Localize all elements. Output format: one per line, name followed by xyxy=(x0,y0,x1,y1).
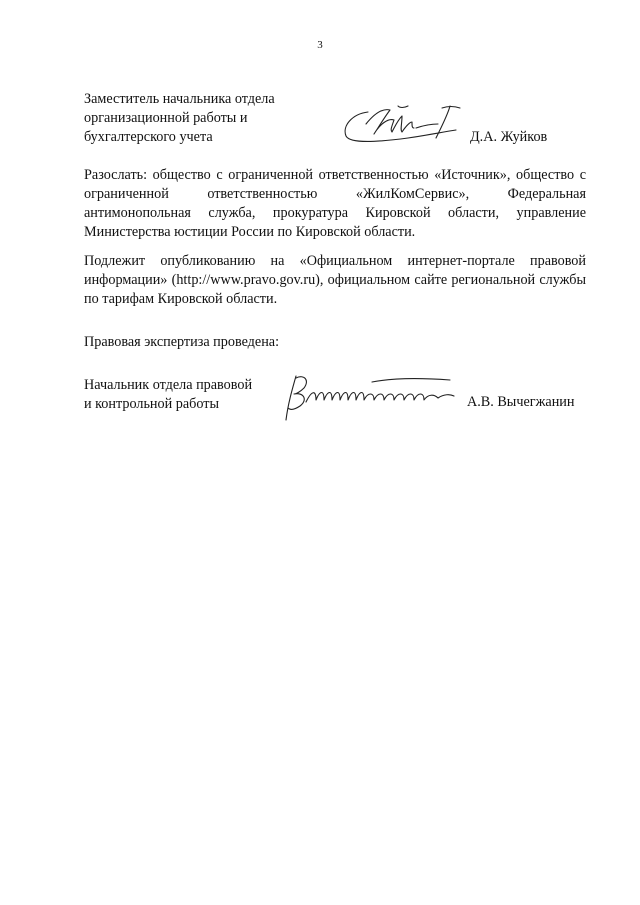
page-number: 3 xyxy=(317,39,323,51)
signature-2 xyxy=(282,372,458,424)
signatory-2-position xyxy=(84,376,252,414)
publication-paragraph: Подлежит опубликованию на «Официальном интернет-портале правовой информации» (http://www.pravo.gov.ru), официальном сайте региональной службы по тарифам Кировской области. xyxy=(84,253,586,307)
signatory-2-name: А.В. Вычегжанин xyxy=(467,394,575,410)
position-line: и контрольной работы xyxy=(84,396,219,412)
position-line: Заместитель начальника отдела xyxy=(84,91,275,107)
position-line: Начальник отдела правовой xyxy=(84,377,253,393)
position-line: бухгалтерского учета xyxy=(84,129,213,145)
distribution-paragraph: Разослать: общество с ограниченной ответственностью «Источник», общество с ограниченной ответственностью «ЖилКомСервис», Федеральная антимонопольная служба, прокуратура Кировской области, управление Министерства юстиции России по Кировской области. xyxy=(84,167,586,240)
signatory-1-position xyxy=(84,90,275,147)
signatory-1-name: Д.А. Жуйков xyxy=(470,129,548,145)
position-line: организационной работы и xyxy=(84,110,248,126)
signature-1 xyxy=(338,100,468,146)
legal-review-line: Правовая экспертиза проведена: xyxy=(84,334,280,350)
